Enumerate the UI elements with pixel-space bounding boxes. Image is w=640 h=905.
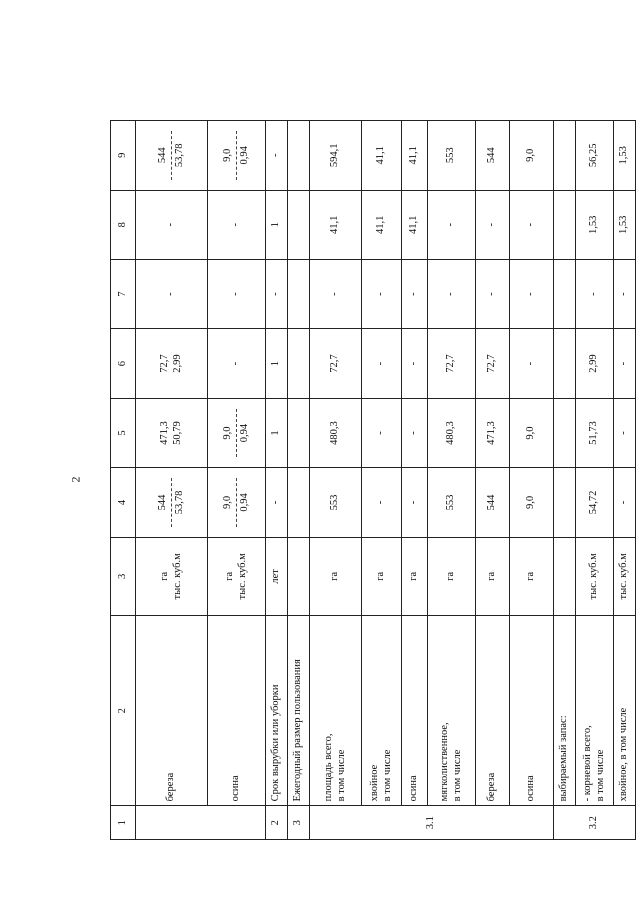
cell-c6: - [510,329,554,398]
row-name: хвойное в том числе [362,616,402,806]
cell-c8: - [428,190,476,259]
cell-c8: 41,1 [362,190,402,259]
cell-c9: 56,25 [576,121,614,191]
row-name: - корневой всего, в том числе [576,616,614,806]
row-unit: га [310,537,362,615]
cell-c6: 72,7 [476,329,510,398]
row-unit: га [428,537,476,615]
table-row [510,121,554,840]
table-row [402,121,428,840]
value-bottom: 50,79 [171,421,183,445]
row-num [136,806,266,840]
row-name: осина [208,616,266,806]
cell-c7: - [476,259,510,328]
cell-c5: - [614,398,636,467]
cell-c7: - [614,259,636,328]
cell-c7: - [428,259,476,328]
rotated-table-wrapper [110,120,630,840]
cell-c6: - [362,329,402,398]
cell-c7: - [576,259,614,328]
value-top: 72,7 [159,354,171,373]
empty-cell [554,398,576,467]
header-col-4: 4 [111,468,136,537]
cell-c9: 553 [428,121,476,191]
row-name: береза [476,616,510,806]
empty-cell [288,329,310,398]
empty-cell [554,190,576,259]
empty-cell [554,468,576,537]
empty-cell [554,121,576,191]
cell-c4: - [362,468,402,537]
cell-c9 [208,121,266,191]
row-unit: тыс. куб.м [614,537,636,615]
row-name: хвойное, в том числе [614,616,636,806]
cell-c4: 553 [310,468,362,537]
cell-c8: - [208,190,266,259]
cell-c4: 54,72 [576,468,614,537]
header-col-7: 7 [111,259,136,328]
cell-c9: 1,53 [614,121,636,191]
cell-c7: - [266,259,288,328]
frac-top: 9,0 [222,131,237,180]
cell-c6: 72,7 [310,329,362,398]
table-row [136,121,208,840]
row-name: мягколиственное, в том числе [428,616,476,806]
header-col-5: 5 [111,398,136,467]
cell-c9: 544 [476,121,510,191]
cell-c4: 553 [428,468,476,537]
row-unit: га [476,537,510,615]
empty-cell [288,259,310,328]
cell-c4: - [402,468,428,537]
cell-c4 [208,468,266,537]
cell-c6: 1 [266,329,288,398]
frac-bottom: 0,94 [239,493,250,512]
cell-c5: - [402,398,428,467]
cell-c9 [136,121,208,191]
cell-c8: - [476,190,510,259]
empty-cell [288,537,310,615]
header-col-1: 1 [111,806,136,840]
cell-c6: - [402,329,428,398]
table-row [554,121,576,840]
cell-c4: 9,0 [510,468,554,537]
unit-bottom: тыс. куб.м [171,553,183,600]
row-name: осина [402,616,428,806]
unit-bottom: тыс. куб.м [236,553,248,600]
value-bottom: 2,99 [171,354,183,373]
cell-c8: 41,1 [310,190,362,259]
frac-top: 9,0 [222,409,237,457]
row-name: береза [136,616,208,806]
row-unit [208,537,266,615]
table-row [266,121,288,840]
value-top: 471,3 [159,421,171,445]
header-col-9: 9 [111,121,136,191]
empty-cell [554,329,576,398]
header-col-2: 2 [111,616,136,806]
cell-c6: 2,99 [576,329,614,398]
row-num: 3 [288,806,310,840]
frac-top: 9,0 [222,478,237,526]
unit-top: га [159,571,171,581]
table-row [576,121,614,840]
cell-c6: - [614,329,636,398]
page-number: 2 [68,476,83,483]
table-row [288,121,310,840]
header-row [111,121,136,840]
table-row [362,121,402,840]
frac-bottom: 0,94 [239,423,250,443]
cell-c8: - [136,190,208,259]
cell-c4: - [266,468,288,537]
table-row [208,121,266,840]
cell-c4: - [614,468,636,537]
cell-c8: - [510,190,554,259]
cell-c5 [208,398,266,467]
empty-cell [554,259,576,328]
frac-bottom: 53,78 [174,143,185,168]
cell-c5: 480,3 [310,398,362,467]
cell-c6: 72,7 [428,329,476,398]
cell-c8: 41,1 [402,190,428,259]
row-unit: тыс. куб.м [576,537,614,615]
row-name: выбираемый запас: [554,616,576,806]
cell-c7: - [510,259,554,328]
cell-c5: 471,3 [476,398,510,467]
cell-c4: 544 [476,468,510,537]
cell-c8: 1,53 [614,190,636,259]
cell-c8: 1,53 [576,190,614,259]
table-row [476,121,510,840]
cell-c9: 594,1 [310,121,362,191]
cell-c9: 9,0 [510,121,554,191]
frac-top: 544 [157,131,172,180]
cell-c7: - [208,259,266,328]
row-unit [136,537,208,615]
row-name: площадь всего, в том числе [310,616,362,806]
frac-top: 544 [157,478,172,526]
empty-cell [554,537,576,615]
row-num: 3.1 [310,806,554,840]
cell-c5: 1 [266,398,288,467]
forest-use-table [110,120,636,840]
cell-c9: 41,1 [362,121,402,191]
empty-cell [288,468,310,537]
empty-cell [288,398,310,467]
row-name: осина [510,616,554,806]
header-col-6: 6 [111,329,136,398]
row-name: Срок вырубки или уборки [266,616,288,806]
row-unit: лет [266,537,288,615]
cell-c6 [136,329,208,398]
cell-c5: 480,3 [428,398,476,467]
empty-cell [288,190,310,259]
row-unit: га [362,537,402,615]
cell-c5: 51,73 [576,398,614,467]
unit-top: га [224,571,236,581]
cell-c5 [136,398,208,467]
cell-c7: - [362,259,402,328]
cell-c5: - [362,398,402,467]
row-unit: га [510,537,554,615]
cell-c8: 1 [266,190,288,259]
cell-c7: - [402,259,428,328]
cell-c7: - [136,259,208,328]
cell-c9: 41,1 [402,121,428,191]
table-row [310,121,362,840]
cell-c4 [136,468,208,537]
empty-cell [288,121,310,191]
cell-c6: - [208,329,266,398]
row-num: 3.2 [554,806,636,840]
header-col-3: 3 [111,537,136,615]
row-name: Ежегодный размер пользования [288,616,310,806]
frac-bottom: 53,78 [174,490,185,515]
header-col-8: 8 [111,190,136,259]
row-unit: га [402,537,428,615]
cell-c5: 9,0 [510,398,554,467]
row-num: 2 [266,806,288,840]
table-row [428,121,476,840]
frac-bottom: 0,94 [239,146,250,165]
cell-c7: - [310,259,362,328]
cell-c9: - [266,121,288,191]
table-row [614,121,636,840]
